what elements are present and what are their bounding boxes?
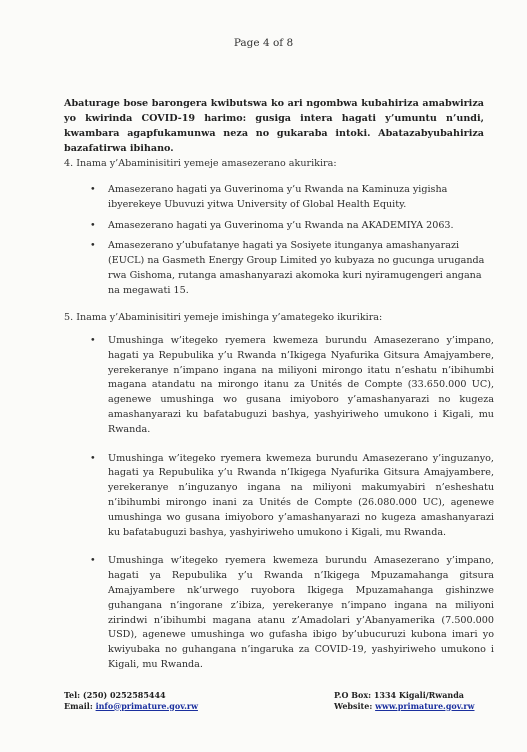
footer-address — [334, 690, 484, 711]
footer-website-row: Website: www.primature.gov.rw — [334, 700, 475, 711]
list-item: • Amasezerano hagati ya Guverinoma y’u Rwanda na Kaminuza yigisha ibyerekeye Ubuvuzi yitwa University of Global Health Equity. — [90, 184, 448, 210]
footer-contact — [64, 690, 198, 711]
covid-notice: Abaturage bose barongera kwibutswa ko ari ngombwa kubahiriza amabwiriza yo kwirinda COVID-19 harimo: gusiga intera hagati y’umuntu n’undi, kwambara agapfukamunwa neza no gukaraba intoki. Abatazabyubahiriza bazafatirwa ibihano. — [64, 98, 484, 154]
list-item: • Umushinga w’itegeko ryemera kwemeza burundu Amasezerano y’impano, hagati ya Repubulika y’u Rwanda n’Ikigega Mpuzamahanga gitsura Amajyambere nk’urwego ruyobora Ikigega Mpuzamahanga gishinzwe guhangana n’ingorane z’ibiza, yerekeranye n’impano ingana na miliyoni zirindwi n’ibihumbi magana atanu z’Amadolari y’Abanyamerika (7.500.000 USD), agenewe umushinga wo gufasha ibigo by’ubucuruzi kubona imari yo kwiyubaka no guhangana n’ingaruka za COVID-19, yashyiriweho umukono i Kigali, mu Rwanda. — [90, 555, 494, 670]
footer-pobox: P.O Box: 1334 Kigali/Rwanda — [334, 690, 464, 700]
email-link[interactable]: info@primature.gov.rw — [95, 700, 198, 711]
page-number: Page 4 of 8 — [233, 37, 294, 49]
section-4-heading: 4. Inama y’Abaminisitiri yemeje amasezerano akurikira: — [64, 158, 337, 169]
list-item: • Amasezerano y’ubufatanye hagati ya Sosiyete itunganya amashanyarazi (EUCL) na Gasmeth Energy Group Limited yo kubyaza no gucunga uruganda rwa Gishoma, rutanga amashanyarazi akomoka kuri nyiramugengeri angana na megawati 15. — [90, 240, 485, 296]
section-4-list — [90, 183, 486, 305]
footer-email-row: Email: info@primature.gov.rw — [64, 700, 198, 711]
footer-tel: Tel: (250) 0252585444 — [64, 690, 166, 700]
bullet-icon: • — [90, 555, 96, 567]
bullet-icon: • — [90, 452, 96, 464]
bullet-icon: • — [90, 240, 96, 252]
section-5-list — [90, 334, 494, 687]
list-item: • Amasezerano hagati ya Guverinoma y’u Rwanda na AKADEMIYA 2063. — [108, 219, 486, 234]
bullet-icon: • — [90, 335, 96, 346]
bullet-icon: • — [90, 184, 96, 195]
website-link[interactable]: www.primature.gov.rw — [375, 700, 475, 711]
bullet-icon: • — [90, 219, 96, 231]
list-item: • Umushinga w’itegeko ryemera kwemeza burundu Amasezerano y’inguzanyo, hagati ya Repubulika y’u Rwanda n’Ikigega Nyafurika Gitsura Amajyambere, yerekeranye n’inguzanyo ingana na miliyoni makumyabiri n’esheshatu n’ibihumbi mirongo inani za Unités de Compte (26.080.000 UC), agenewe umushinga wo gusana imiyoboro y’amashanyarazi no kugeza amashanyarazi ku bafatabuguzi bashya, yashyiriweho umukono i Kigali, mu Rwanda. — [90, 452, 494, 538]
section-5-heading: 5. Inama y’Abaminisitiri yemeje imishinga y’amategeko ikurikira: — [64, 312, 383, 323]
list-item: • Umushinga w’itegeko ryemera kwemeza burundu Amasezerano y’impano, hagati ya Repubulika y’u Rwanda n’Ikigega Nyafurika Gitsura Amajyambere, yerekeranye n’impano ingana na miliyoni mirongo itatu n’eshatu n’ibihumbi magana atandatu na mirongo itanu za Unités de Compte (33.650.000 UC), agenewe umushinga wo gusana imiyoboro y’amashanyarazi no kugeza amashanyarazi ku bafatabuguzi bashya, yashyiriweho umukono i Kigali, mu Rwanda. — [90, 335, 494, 435]
